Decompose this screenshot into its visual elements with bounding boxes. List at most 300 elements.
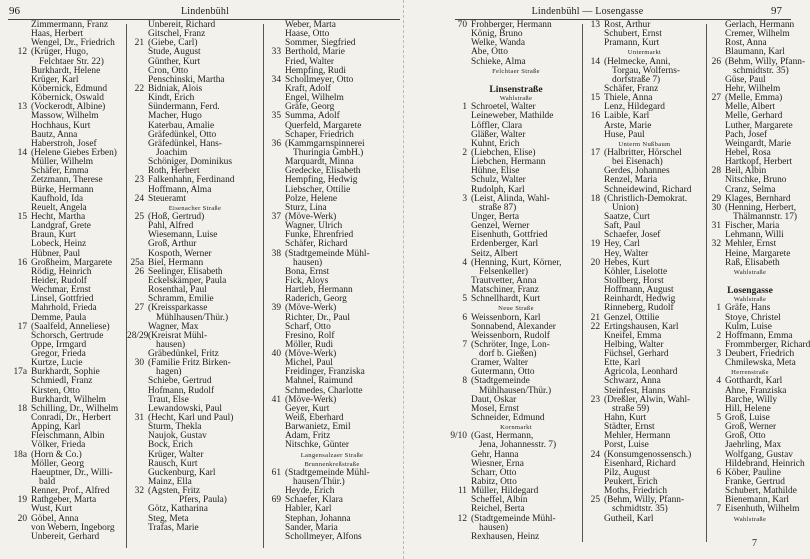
resident-name: Thuringia GmbH.) bbox=[293, 147, 364, 158]
resident-name: Franke, Gertrud bbox=[725, 477, 785, 488]
resident-name: Gutermann, Otto bbox=[471, 367, 535, 378]
resident-name: Völker, Frieda bbox=[31, 440, 86, 451]
resident-name: Kuhnt, Erich bbox=[471, 138, 520, 149]
house-number: 25 bbox=[134, 211, 144, 222]
resident-name: Deubert, Friedrich bbox=[725, 349, 795, 360]
address-entry bbox=[704, 504, 800, 515]
resident-name: Hildebrand, Heinrich bbox=[725, 458, 805, 469]
resident-name: Trautvetter, Anna bbox=[471, 275, 537, 286]
resident-name: Groß, Otto bbox=[725, 431, 766, 442]
resident-name: Kaufhold, Ida bbox=[31, 193, 84, 204]
house-number: 8 bbox=[462, 376, 467, 387]
resident-name: Barwanietz, Emil bbox=[285, 422, 351, 433]
cross-street-label bbox=[704, 268, 796, 277]
resident-name: Cramer, Walter bbox=[471, 358, 529, 369]
resident-name: Peukert, Erich bbox=[604, 477, 658, 488]
address-entry bbox=[583, 131, 706, 140]
house-number: 1 bbox=[716, 303, 721, 314]
resident-name: bald bbox=[39, 477, 56, 488]
resident-name: Laible, Karl bbox=[604, 111, 650, 122]
resident-name: Arste, Marie bbox=[604, 120, 652, 131]
resident-name: Roth, Herbert bbox=[148, 166, 200, 177]
address-entry bbox=[264, 533, 400, 542]
resident-name: Gräfe, Hans bbox=[725, 303, 771, 314]
resident-name: Hehr, Wilhelm bbox=[725, 83, 781, 94]
resident-name: Nitschke, Bruno bbox=[725, 175, 787, 186]
resident-name: Gregor, Frieda bbox=[31, 349, 86, 360]
resident-name: Guckenburg, Karl bbox=[148, 467, 216, 478]
resident-name: Pramann, Kurt bbox=[604, 38, 660, 49]
house-number: 18 bbox=[590, 193, 600, 204]
resident-name: Querfeld, Margarete bbox=[285, 120, 362, 131]
house-number: 12 bbox=[457, 513, 467, 524]
resident-name: (Kammgarnspinnerei bbox=[285, 138, 365, 149]
resident-name: Schmiedl, Franz bbox=[31, 376, 93, 387]
resident-name: Raß, Elisabeth bbox=[725, 257, 780, 268]
cross-street-label bbox=[450, 67, 582, 76]
resident-name: Genzel, Ottilie bbox=[604, 312, 660, 323]
resident-name: Köbernick, Edmund bbox=[31, 83, 108, 94]
resident-name: Schnellhardt, Kurt bbox=[471, 294, 541, 305]
resident-name: Schilling, Dr., Wilhelm bbox=[31, 403, 119, 414]
resident-name: Scharf, Otto bbox=[285, 321, 331, 332]
column-right-2 bbox=[583, 21, 706, 524]
resident-name: Pilz, August bbox=[604, 467, 650, 478]
resident-name: Kneifel, Emma bbox=[604, 330, 662, 341]
resident-name: Gerdes, Johannes bbox=[604, 166, 670, 177]
resident-name: Weingardt, Marie bbox=[725, 138, 791, 149]
resident-name: (Möve-Werk) bbox=[285, 303, 337, 314]
resident-name: Großheim, Margarete bbox=[31, 257, 113, 268]
resident-name: Linsel, Gottfried bbox=[31, 294, 94, 305]
address-entry bbox=[10, 533, 126, 542]
resident-name: Schulz, Walter bbox=[471, 175, 526, 186]
resident-name: Mühlhausen/Thür.) bbox=[479, 385, 552, 396]
house-number: 21 bbox=[134, 38, 144, 49]
street-name: Linsenstraße bbox=[489, 83, 543, 95]
resident-name: Schramm, Emilie bbox=[148, 294, 214, 305]
resident-name: Müller, Wilhelm bbox=[31, 157, 94, 168]
resident-name: (Gast, Hermann, bbox=[471, 431, 534, 442]
street-name: Brunnenkreßstraße bbox=[304, 460, 360, 468]
house-number: 61 bbox=[271, 467, 281, 478]
resident-name: (Stadtgemeinde Mühl- bbox=[471, 513, 556, 524]
house-number: 24 bbox=[134, 193, 144, 204]
resident-name: Barche, Willy bbox=[725, 394, 778, 405]
cross-street-label bbox=[264, 451, 400, 460]
resident-name: Braun, Kurt bbox=[31, 230, 76, 241]
resident-name: Heyde, Erich bbox=[285, 486, 335, 497]
resident-name: Hey, Walter bbox=[604, 248, 649, 259]
resident-name: Jena, Johannesstr. 7) bbox=[479, 440, 557, 451]
resident-name: Huse, Paul bbox=[604, 129, 645, 140]
resident-name: Gitschel, Franz bbox=[148, 29, 206, 40]
resident-name: Fried, Walter bbox=[285, 56, 335, 67]
house-number: 11 bbox=[457, 486, 467, 497]
resident-name: Frohberger, Hermann bbox=[471, 20, 552, 30]
resident-name: Burkhardt, Helene bbox=[31, 65, 101, 76]
resident-name: Güse, Paul bbox=[725, 74, 766, 85]
resident-name: Gläßer, Walter bbox=[471, 129, 526, 140]
resident-name: Hoffmann, August bbox=[604, 285, 674, 296]
resident-name: (Möve-Werk) bbox=[285, 349, 337, 360]
resident-name: Katerbau, Amalie bbox=[148, 120, 215, 131]
resident-name: Groß, Werner bbox=[725, 422, 777, 433]
resident-name: Heine, Margarete bbox=[725, 248, 791, 259]
resident-name: Hoffmann, Emma bbox=[725, 330, 793, 341]
resident-name: Wust, Kurt bbox=[31, 504, 73, 515]
resident-name: Jaehrling, Max bbox=[725, 440, 782, 451]
resident-name: Richter, Dr., Paul bbox=[285, 312, 350, 323]
resident-name: (Agsten, Fritz bbox=[148, 486, 201, 497]
resident-name: (Henning, Kurt, Körner, bbox=[471, 257, 562, 268]
resident-name: Köhler, Liselotte bbox=[604, 266, 668, 277]
resident-name: Wiesner, Erna bbox=[471, 458, 524, 469]
resident-name: Eisenhard, Richard bbox=[604, 458, 676, 469]
resident-name: Lobeck, Heinz bbox=[31, 239, 87, 250]
resident-name: Krüger, Karl bbox=[31, 74, 79, 85]
resident-name: Gräbedünkel, Fritz bbox=[148, 349, 219, 360]
page-number-right: 97 bbox=[771, 5, 782, 17]
house-number: 17 bbox=[17, 321, 27, 332]
resident-name: Löffler, Clara bbox=[471, 120, 522, 131]
house-number: 5 bbox=[462, 294, 467, 305]
address-entry bbox=[583, 231, 706, 240]
resident-name: Haas, Herbert bbox=[31, 29, 84, 40]
resident-name: Liebchen, Hermann bbox=[471, 157, 546, 168]
resident-name: Hübner, Paul bbox=[31, 248, 81, 259]
resident-name: Eisenhuth, Gottfried bbox=[471, 230, 548, 241]
address-entry bbox=[583, 195, 706, 204]
resident-name: Mehler, Ernst bbox=[725, 239, 777, 250]
resident-name: (Kreisrat Mühl- bbox=[148, 330, 208, 341]
resident-name: Blaumann, Karl bbox=[725, 47, 785, 58]
resident-name: Ahne, Franziska bbox=[725, 385, 787, 396]
resident-name: Hebel, Rosa bbox=[725, 147, 771, 158]
resident-name: bei Eisenach) bbox=[612, 157, 663, 168]
resident-name: Saatze, Curt bbox=[604, 211, 650, 222]
house-number: 26 bbox=[134, 266, 144, 277]
resident-name: Apping, Karl bbox=[31, 422, 81, 433]
resident-name: Schubert, Ernst bbox=[604, 29, 662, 40]
resident-name: Berthold, Marie bbox=[285, 47, 345, 58]
house-number: 23 bbox=[590, 394, 600, 405]
resident-name: (Liebchen, Elise) bbox=[471, 147, 536, 158]
footer-mark: 7 bbox=[752, 538, 757, 549]
resident-name: Wagner, Max bbox=[148, 321, 199, 332]
column-left-3 bbox=[264, 21, 400, 542]
resident-name: (Konsumgenossensch.) bbox=[604, 449, 692, 460]
address-entry bbox=[583, 350, 706, 359]
resident-name: Helbing, Walter bbox=[604, 339, 664, 350]
resident-name: Müller, Hildegard bbox=[471, 486, 539, 497]
resident-name: Bienemann, Karl bbox=[725, 495, 790, 506]
resident-name: Naujok, Gustav bbox=[148, 431, 207, 442]
resident-name: (Halbritter, Hörschel bbox=[604, 147, 682, 158]
resident-name: Falkenhahn, Ferdinand bbox=[148, 175, 235, 186]
resident-name: straße 87) bbox=[479, 202, 517, 213]
resident-name: Gehr, Hanna bbox=[471, 449, 519, 460]
resident-name: hausen) bbox=[156, 339, 186, 350]
address-entry bbox=[264, 441, 400, 450]
resident-name: Lewandowski, Paul bbox=[148, 403, 222, 414]
resident-name: Hempfing, Rudi bbox=[285, 65, 346, 76]
resident-name: Nitschke, Günter bbox=[285, 440, 350, 451]
address-entry bbox=[127, 140, 263, 149]
resident-name: (Behm, Willy, Pfann- bbox=[604, 495, 685, 506]
resident-name: Sturz, Lina bbox=[285, 202, 327, 213]
house-number: 36 bbox=[271, 138, 281, 149]
resident-name: Sündermann, Ferd. bbox=[148, 102, 220, 113]
resident-name: (Hoß, Gertrud) bbox=[148, 211, 205, 222]
resident-name: Trafas, Marie bbox=[148, 522, 199, 533]
resident-name: Cremer, Wilhelm bbox=[725, 29, 790, 40]
resident-name: Mahnel, Raimund bbox=[285, 376, 353, 387]
resident-name: Hartkopf, Herbert bbox=[725, 157, 793, 168]
house-number: 30 bbox=[711, 202, 721, 213]
street-name: Felchtaer Straße bbox=[492, 67, 540, 75]
resident-name: Mahrhold, Frieda bbox=[31, 303, 97, 314]
resident-name: Leineweber, Mathilde bbox=[471, 111, 554, 122]
resident-name: (Vockerodt, Albine) bbox=[31, 102, 106, 113]
running-head-left: Lindenbühl bbox=[180, 6, 230, 17]
resident-name: Schäfer, Emma bbox=[31, 166, 89, 177]
resident-name: Krüger, Walter bbox=[148, 449, 204, 460]
resident-name: (Stadtgemeinde Mühl- bbox=[285, 248, 370, 259]
resident-name: Gräfe, Georg bbox=[285, 102, 335, 113]
resident-name: Adam, Fritz bbox=[285, 431, 331, 442]
street-name: Herrenstraße bbox=[731, 369, 769, 377]
resident-name: Hoffmann, Alma bbox=[148, 184, 212, 195]
resident-name: Stephan, Johanna bbox=[285, 513, 351, 524]
resident-name: Götz, Katharina bbox=[148, 504, 208, 515]
resident-name: Sonnabend, Alexander bbox=[471, 321, 556, 332]
street-name: Langensalzaer Straße bbox=[300, 451, 364, 459]
house-number: 34 bbox=[271, 74, 281, 85]
house-number: 3 bbox=[462, 193, 467, 204]
house-number: 15 bbox=[17, 211, 27, 222]
resident-name: Möller, Rudi bbox=[285, 339, 334, 350]
resident-name: Demme, Paula bbox=[31, 312, 87, 323]
resident-name: Rödig, Heinrich bbox=[31, 266, 92, 277]
resident-name: Steinfest, Hanns bbox=[604, 385, 666, 396]
resident-name: Kospoth, Werner bbox=[148, 248, 212, 259]
resident-name: Schmedes, Charlotte bbox=[285, 385, 363, 396]
house-number: 33 bbox=[271, 47, 281, 58]
resident-name: (Melle, Emma) bbox=[725, 93, 783, 104]
resident-name: Melle, Albert bbox=[725, 102, 775, 113]
resident-name: Unbereit, Gerhard bbox=[31, 531, 100, 542]
resident-name: Scheffel, Albin bbox=[471, 495, 528, 506]
running-head-right: Lindenbühl — Losengasse bbox=[531, 6, 644, 17]
address-entry bbox=[127, 359, 263, 368]
resident-name: Matschiner, Franz bbox=[471, 285, 539, 296]
resident-name: Füchsel, Gerhard bbox=[604, 349, 669, 360]
house-number: 17a bbox=[13, 367, 27, 378]
resident-name: Schaefer, Josef bbox=[604, 230, 661, 241]
resident-name: straße 59) bbox=[612, 403, 650, 414]
resident-name: Beil, Albin bbox=[725, 166, 767, 177]
house-number: 32 bbox=[711, 239, 721, 250]
address-entry bbox=[450, 58, 582, 67]
page-gutter bbox=[403, 0, 404, 559]
resident-name: Eisenhuth, Wilhelm bbox=[725, 504, 800, 515]
resident-name: Gotthardt, Karl bbox=[725, 376, 783, 387]
resident-name: Wolfgang, Gustav bbox=[725, 449, 793, 460]
resident-name: Felsenkeller) bbox=[479, 266, 528, 277]
resident-name: Zimmermann, Franz bbox=[31, 20, 109, 30]
house-number: 70 bbox=[457, 20, 467, 30]
house-number: 16 bbox=[17, 257, 27, 268]
resident-name: (Möve-Werk) bbox=[285, 211, 337, 222]
street-name: Wahlstraße bbox=[733, 268, 767, 276]
cross-street-label bbox=[704, 515, 796, 524]
resident-name: Eckelskämper, Paula bbox=[148, 275, 227, 286]
resident-name: (Dreßler, Alwin, Wahl- bbox=[604, 394, 691, 405]
resident-name: Agricola, Leonhard bbox=[604, 367, 678, 378]
street-name: Losengasse bbox=[727, 285, 773, 297]
resident-name: Erdenberger, Karl bbox=[471, 239, 539, 250]
street-name: Unterm Nußbaum bbox=[618, 140, 671, 148]
resident-name: Schaper, Friedrich bbox=[285, 129, 354, 140]
resident-name: Schöniger, Dominikus bbox=[148, 157, 232, 168]
house-number: 69 bbox=[271, 495, 281, 506]
house-number: 2 bbox=[462, 147, 467, 158]
resident-name: Welke, Wanda bbox=[471, 38, 526, 49]
resident-name: Oppe, Irmgard bbox=[31, 339, 87, 350]
house-number: 9/10 bbox=[450, 431, 467, 442]
resident-name: Gräfedünkel, Hans- bbox=[148, 138, 222, 149]
resident-name: Thälmannstr. 17) bbox=[733, 211, 798, 222]
street-name: Kornmarkt bbox=[500, 424, 532, 432]
address-entry bbox=[450, 414, 582, 423]
resident-name: (Leist, Alinda, Wahl- bbox=[471, 193, 550, 204]
house-number: 1 bbox=[462, 102, 467, 113]
resident-name: Porst, Luise bbox=[604, 440, 649, 451]
house-number: 28 bbox=[711, 166, 721, 177]
resident-name: Rosenthal, Paul bbox=[148, 285, 207, 296]
resident-name: Macher, Hugo bbox=[148, 111, 202, 122]
house-number: 25a bbox=[130, 257, 144, 268]
house-number: 12 bbox=[17, 47, 27, 58]
resident-name: Schäfer, Richard bbox=[285, 239, 348, 250]
resident-name: (Giebe, Carl) bbox=[148, 38, 198, 49]
address-entry bbox=[583, 515, 706, 524]
resident-name: (Krüger, Hugo, bbox=[31, 47, 89, 58]
resident-name: (Schröter, Inge, Lon- bbox=[471, 339, 550, 350]
address-entry bbox=[583, 39, 706, 48]
house-number: 6 bbox=[462, 312, 467, 323]
resident-name: Hecht, Martha bbox=[31, 211, 86, 222]
address-entry bbox=[450, 533, 582, 542]
resident-name: Fresino, Rolf bbox=[285, 330, 335, 341]
resident-name: Geyer, Kurt bbox=[285, 403, 330, 414]
resident-name: Pahl, Alfred bbox=[148, 221, 194, 232]
resident-name: Köber, Pauline bbox=[725, 467, 781, 478]
resident-name: Stude, August bbox=[148, 47, 201, 58]
resident-name: Traut, Else bbox=[148, 394, 189, 405]
street-name: Wahlstraße bbox=[733, 296, 767, 304]
house-number: 28/29 bbox=[127, 330, 149, 341]
resident-name: Mehler, Hermann bbox=[604, 431, 671, 442]
resident-name: Bona, Ernst bbox=[285, 266, 330, 277]
resident-name: Mühlhausen/Thür.) bbox=[156, 312, 229, 323]
house-number: 13 bbox=[17, 102, 27, 113]
resident-name: Rathgeber, Marta bbox=[31, 495, 97, 506]
resident-name: Funke, Ehrenfried bbox=[285, 230, 354, 241]
resident-name: Cranz, Selma bbox=[725, 184, 776, 195]
address-entry bbox=[704, 359, 796, 368]
resident-name: Schorsch, Gertrude bbox=[31, 330, 104, 341]
resident-name: Hahn, Kurt bbox=[604, 413, 647, 424]
resident-name: Pach, Josef bbox=[725, 129, 768, 140]
resident-name: hagen) bbox=[156, 367, 182, 378]
resident-name: Kurtze, Lucie bbox=[31, 358, 83, 369]
resident-name: Schubert, Mathilde bbox=[725, 486, 797, 497]
resident-name: Göbel, Anna bbox=[31, 513, 79, 524]
resident-name: Hochhaus, Kurt bbox=[31, 120, 91, 131]
resident-name: (Möve-Werk) bbox=[285, 394, 337, 405]
resident-name: Wiesemann, Luise bbox=[148, 230, 218, 241]
resident-name: Torgau, Wolferns- bbox=[612, 65, 681, 76]
resident-name: Schollmeyer, Alfons bbox=[285, 531, 362, 542]
resident-name: Biel, Hermann bbox=[148, 257, 204, 268]
resident-name: Rausch, Kurt bbox=[148, 458, 198, 469]
resident-name: Hebes, Kurt bbox=[604, 257, 650, 268]
resident-name: (Horn & Co.) bbox=[31, 449, 82, 460]
resident-name: (Henning, Herbert, bbox=[725, 202, 797, 213]
house-number: 4 bbox=[462, 257, 467, 268]
resident-name: Wengel, Dr., Friedrich bbox=[31, 38, 115, 49]
resident-name: Steg, Meta bbox=[148, 513, 189, 524]
resident-name: Kirsten, Otto bbox=[31, 385, 80, 396]
column-left-1 bbox=[10, 21, 126, 542]
resident-name: (Saalfeld, Anneliese) bbox=[31, 321, 110, 332]
house-number: 32 bbox=[134, 486, 144, 497]
resident-name: Stoye, Christel bbox=[725, 312, 781, 323]
street-name: Wahlstraße bbox=[733, 515, 767, 523]
resident-name: Pfers, Paula) bbox=[179, 495, 227, 506]
resident-name: Sturm, Thekla bbox=[148, 422, 202, 433]
resident-name: Steueramt bbox=[148, 193, 187, 204]
resident-name: Zetzmann, Therese bbox=[31, 175, 103, 186]
resident-name: Rost, Anna bbox=[725, 38, 767, 49]
house-number: 24 bbox=[590, 449, 600, 460]
resident-name: Gutheil, Karl bbox=[604, 513, 654, 524]
resident-name: Günther, Kurt bbox=[148, 56, 201, 67]
resident-name: Schroetel, Walter bbox=[471, 102, 536, 113]
resident-name: Bock, Erich bbox=[148, 440, 193, 451]
house-number: 18a bbox=[13, 449, 27, 460]
resident-name: Frommberger, Richard bbox=[725, 339, 810, 350]
resident-name: Schieke, Alma bbox=[471, 56, 526, 67]
resident-name: schmidtstr. 35) bbox=[612, 504, 668, 515]
resident-name: Michel, Paul bbox=[285, 358, 333, 369]
resident-name: Hempfing, Hedwig bbox=[285, 175, 358, 186]
resident-name: dorf b. Gießen) bbox=[479, 349, 537, 360]
resident-name: (Familie Fritz Birken- bbox=[148, 358, 231, 369]
resident-name: Haase, Otto bbox=[285, 29, 330, 40]
resident-name: Gerlach, Hermann bbox=[725, 20, 795, 30]
house-number: 31 bbox=[134, 413, 144, 424]
resident-name: Sommer, Siegfried bbox=[285, 38, 356, 49]
resident-name: (Stadtgemeinde Mühl- bbox=[285, 467, 370, 478]
resident-name: Haberstroh, Josef bbox=[31, 138, 97, 149]
resident-name: Rabitz, Otto bbox=[471, 477, 517, 488]
resident-name: hausen/Thür.) bbox=[293, 477, 345, 488]
resident-name: Freidinger, Franziska bbox=[285, 367, 365, 378]
resident-name: Rinneberg, Rudolf bbox=[604, 303, 674, 314]
